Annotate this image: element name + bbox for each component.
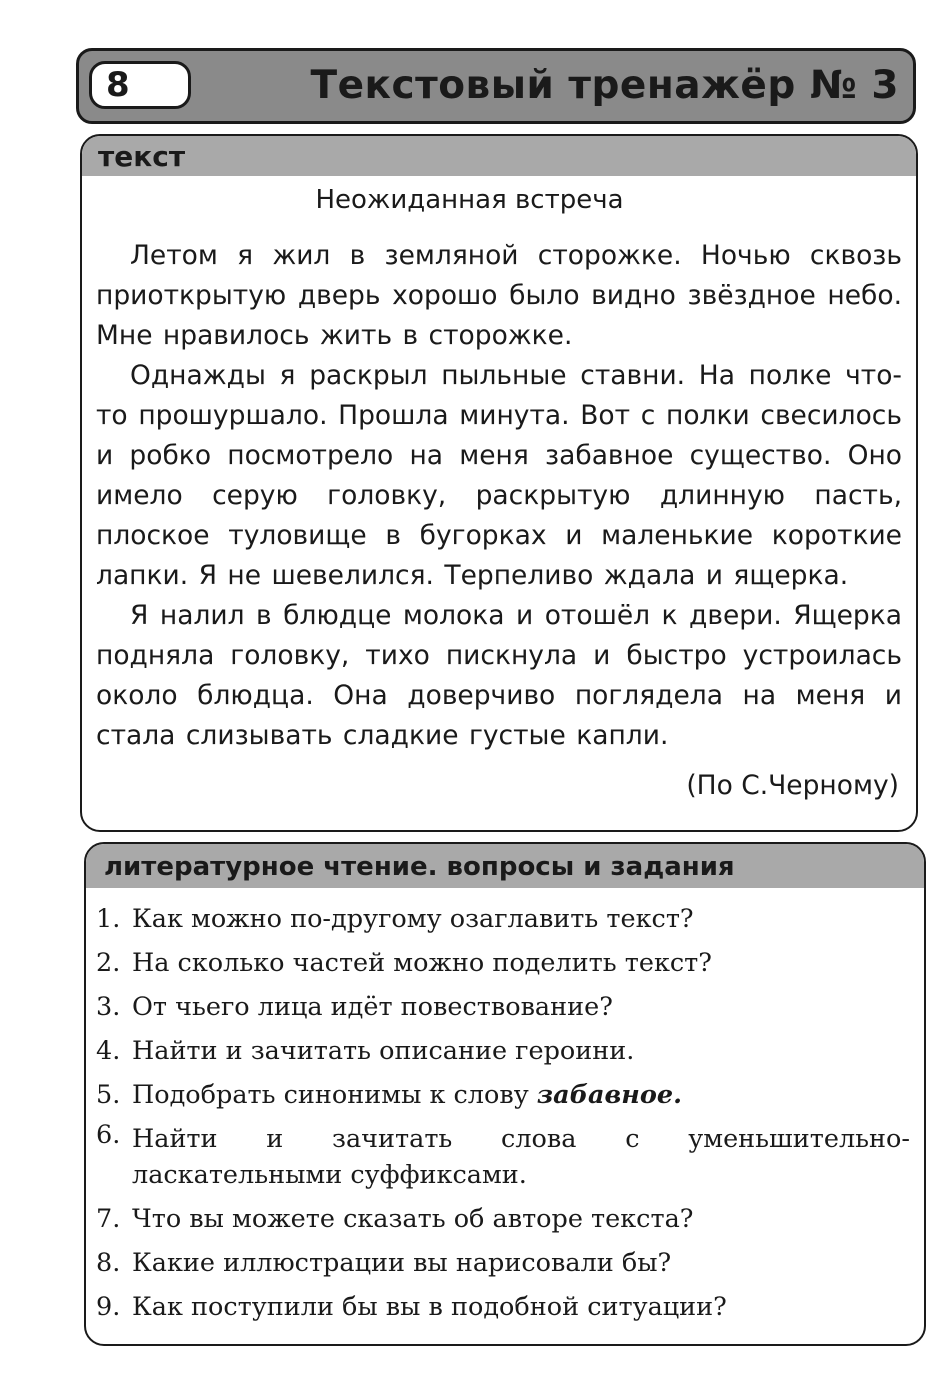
question-text: Что вы можете сказать об авторе текста? bbox=[132, 1204, 694, 1234]
page-number: 8 bbox=[89, 61, 191, 109]
question-item bbox=[96, 1285, 910, 1329]
question-text: Как можно по-другому озаглавить текст? bbox=[132, 904, 694, 934]
questions-section-label: литературное чтение. вопросы и задания bbox=[86, 844, 924, 888]
question-number: 1. bbox=[96, 904, 121, 934]
question-number: 8. bbox=[96, 1248, 121, 1278]
question-item bbox=[96, 941, 910, 985]
story-paragraph: Летом я жил в земляной сторожке. Ночью сквозь приоткрытую дверь хорошо было видно звёздное небо. Мне нравилось жить в сторожке. bbox=[96, 240, 902, 351]
question-item bbox=[96, 1073, 910, 1117]
story-paragraph: Я налил в блюдце молока и отошёл к двери. Ящерка подняла головку, тихо пискнула и быстро устроилась около блюдца. Она доверчиво поглядела на меня и стала слизывать сладкие густые капли. bbox=[96, 600, 902, 751]
question-number: 3. bbox=[96, 992, 121, 1022]
question-item bbox=[96, 897, 910, 941]
story-paragraph: Однажды я раскрыл пыльные ставни. На полке что-то прошуршало. Прошла минута. Вот с полки свесилось и робко посмотрело на меня забавное существо. Оно имело серую головку, раскрытую длинную пасть, плоское туловище в бугорках и маленькие короткие лапки. Я не шевелился. Терпеливо ждала и ящерка. bbox=[96, 360, 902, 591]
story-body bbox=[96, 236, 902, 756]
question-number: 7. bbox=[96, 1204, 121, 1234]
question-keyword: забавное. bbox=[536, 1080, 682, 1110]
question-text: На сколько частей можно поделить текст? bbox=[132, 948, 712, 978]
question-item bbox=[96, 1117, 910, 1197]
questions-list bbox=[96, 897, 910, 1329]
question-number: 5. bbox=[96, 1080, 121, 1110]
question-item bbox=[96, 1029, 910, 1073]
question-text: Подобрать синонимы к слову bbox=[132, 1080, 537, 1110]
question-text: Как поступили бы вы в подобной ситуации? bbox=[132, 1292, 727, 1322]
text-section-label: текст bbox=[82, 136, 916, 176]
story-author: (По С.Черному) bbox=[686, 770, 899, 801]
question-item bbox=[96, 985, 910, 1029]
question-item bbox=[96, 1241, 910, 1285]
page-title: Текстовый тренажёр № 3 bbox=[310, 63, 899, 108]
question-number: 6. bbox=[96, 1120, 121, 1150]
question-text: Найти и зачитать слова с уменьшительно-ласкательными суффиксами. bbox=[132, 1124, 910, 1190]
question-text: Найти и зачитать описание героини. bbox=[132, 1036, 635, 1066]
story-title: Неожиданная встреча bbox=[315, 185, 624, 215]
question-number: 9. bbox=[96, 1292, 121, 1322]
question-item bbox=[96, 1197, 910, 1241]
question-text: Какие иллюстрации вы нарисовали бы? bbox=[132, 1248, 672, 1278]
header-bar bbox=[76, 48, 916, 124]
question-text: От чьего лица идёт повествование? bbox=[132, 992, 613, 1022]
question-number: 4. bbox=[96, 1036, 121, 1066]
question-number: 2. bbox=[96, 948, 121, 978]
